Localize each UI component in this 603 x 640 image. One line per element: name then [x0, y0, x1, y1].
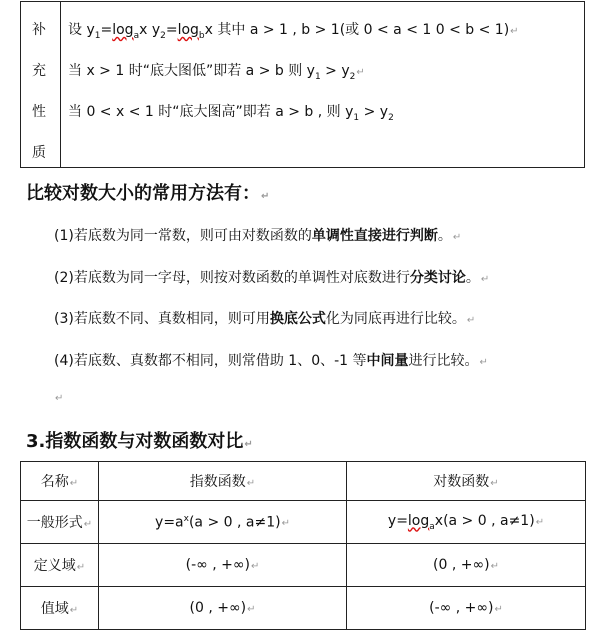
supplement-line-1: 设 $y_1=\log_ax$ $y_2=\log_bx$ 其中 a > 1 , b > 1(或 0 < a < 1 0 < b < 1)↵: [68, 22, 519, 41]
heading-compare-methods: 比较对数大小的常用方法有：↵: [26, 183, 270, 204]
paragraph-mark: ↵: [261, 191, 270, 202]
table-row: [21, 544, 586, 587]
side-char: 充: [32, 63, 46, 79]
table-cell: (0 , +∞)↵: [347, 544, 586, 587]
table-header-cell: 名称↵: [21, 462, 99, 501]
paragraph-mark: ↵: [466, 315, 476, 326]
method-item: (2)若底数为同一字母，则按对数函数的单调性对底数进行分类讨论。↵: [54, 270, 490, 286]
side-char: 补: [32, 22, 46, 38]
table-cell: (-∞ , +∞)↵: [99, 544, 347, 587]
table-cell: 一般形式↵: [21, 501, 99, 544]
table-cell: 定义域↵: [21, 544, 99, 587]
table-row: [21, 501, 586, 544]
method-item: (1)若底数为同一常数，则可由对数函数的单调性直接进行判断。↵: [54, 228, 462, 244]
table-row: [21, 462, 586, 501]
side-char: 性: [32, 104, 46, 120]
table-cell: (-∞ , +∞)↵: [347, 587, 586, 630]
table-cell: 值域↵: [21, 587, 99, 630]
method-item: (4)若底数、真数都不相同，则常借助 1、0、-1 等中间量进行比较。↵: [54, 353, 488, 369]
table-cell: $y=a^x(a > 0$ , a≠1)↵: [99, 501, 347, 544]
paragraph-mark: ↵: [510, 26, 519, 37]
paragraph-mark: ↵: [479, 357, 488, 368]
supplement-box: [20, 1, 585, 168]
table-cell: (0 , +∞)↵: [99, 587, 347, 630]
table-header-cell: 指数函数↵: [99, 462, 347, 501]
paragraph-mark: ↵: [356, 67, 365, 78]
supplement-line-2: 当 x > 1 时“底大图低”即若 a > b 则 $y_1$ > $y_2↵$: [68, 63, 365, 82]
table-cell: $y=\log_ax(a > 0$ , a≠1)↵: [347, 501, 586, 544]
paragraph-mark: ↵: [452, 232, 462, 243]
paragraph-mark: ↵: [480, 274, 490, 285]
paragraph-mark: ↵: [55, 393, 64, 404]
side-char: 质: [32, 145, 46, 161]
table-row: [21, 587, 586, 630]
supplement-line-3: 当 0 < x < 1 时“底大图高”即若 a > b , 则 $y_1 > y_2$: [68, 104, 394, 123]
paragraph-mark: ↵: [244, 439, 253, 450]
column-divider: [60, 2, 61, 167]
method-item: (3)若底数不同、真数相同，则可用换底公式化为同底再进行比较。↵: [54, 311, 476, 327]
comparison-table: [20, 461, 586, 630]
heading-exp-log-comparison: 3.指数函数与对数函数对比↵: [26, 431, 253, 452]
table-header-cell: 对数函数↵: [347, 462, 586, 501]
